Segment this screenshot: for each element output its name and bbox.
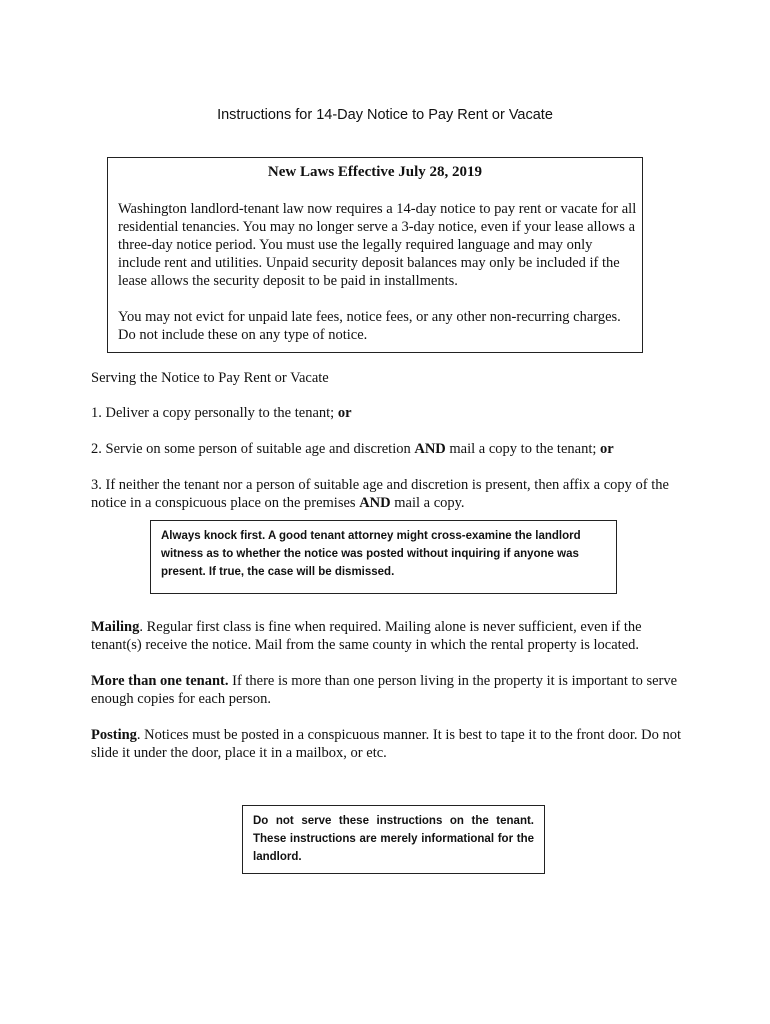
new-laws-heading: New Laws Effective July 28, 2019 [267, 164, 483, 180]
mailing-text: . Regular first class is fine when required. Mailing alone is never sufficient, even if the tenant(s) receive the notice. Mail from the same county in which the rental property is located. [91, 619, 642, 653]
step-2-text-a: 2. Servie on some person of suitable age and discretion [91, 441, 415, 457]
serving-step-3 [91, 476, 681, 512]
serving-step-1 [91, 404, 681, 422]
serving-step-2 [91, 440, 681, 458]
step-3-and: AND [359, 495, 391, 511]
serving-heading: Serving the Notice to Pay Rent or Vacate [91, 370, 329, 386]
posting-label: Posting [91, 727, 137, 743]
step-2-text-b: mail a copy to the tenant; [445, 441, 600, 457]
posting-paragraph [91, 726, 681, 762]
posting-text: . Notices must be posted in a conspicuous manner. It is best to tape it to the front door. Do not slide it under the door, place it in a mailbox, or etc. [91, 727, 681, 761]
step-3-text-b: mail a copy. [390, 495, 465, 511]
step-1-text: 1. Deliver a copy personally to the tenant; [91, 405, 338, 421]
mailing-paragraph [91, 618, 681, 654]
mailing-label: Mailing [91, 619, 140, 635]
step-3-text-a: 3. If neither the tenant nor a person of suitable age and discretion is present, then affix a copy of the notice in a conspicuous place on the premises [91, 477, 669, 511]
new-laws-paragraph-2: You may not evict for unpaid late fees, notice fees, or any other non-recurring charges. Do not include these on any type of notice. [118, 309, 621, 343]
step-1-or: or [337, 405, 352, 421]
step-2-or: or [600, 441, 614, 457]
new-laws-box [107, 157, 643, 353]
new-laws-paragraph-1: Washington landlord-tenant law now requires a 14-day notice to pay rent or vacate for all residential tenancies. You may no longer serve a 3-day notice, even if your lease allows a three-day notice period. You must use the legally required language and may only include rent and utilities. Unpaid security deposit balances may only be included if the lease allows the security deposit to be paid in installments. [118, 201, 637, 289]
step-2-and: AND [414, 441, 446, 457]
footer-notice-box: Do not serve these instructions on the tenant. These instructions are merely informational for the landlord. [242, 805, 545, 874]
more-tenants-label: More than one tenant. [91, 673, 229, 689]
page-title: Instructions for 14-Day Notice to Pay Rent or Vacate [217, 107, 553, 123]
more-tenants-text: If there is more than one person living in the property it is important to serve enough copies for each person. [91, 673, 678, 707]
knock-first-box: Always knock first. A good tenant attorney might cross-examine the landlord witness as to whether the notice was posted without inquiring if anyone was present. If true, the case will be dismissed. [150, 520, 617, 594]
more-tenants-paragraph [91, 672, 681, 708]
